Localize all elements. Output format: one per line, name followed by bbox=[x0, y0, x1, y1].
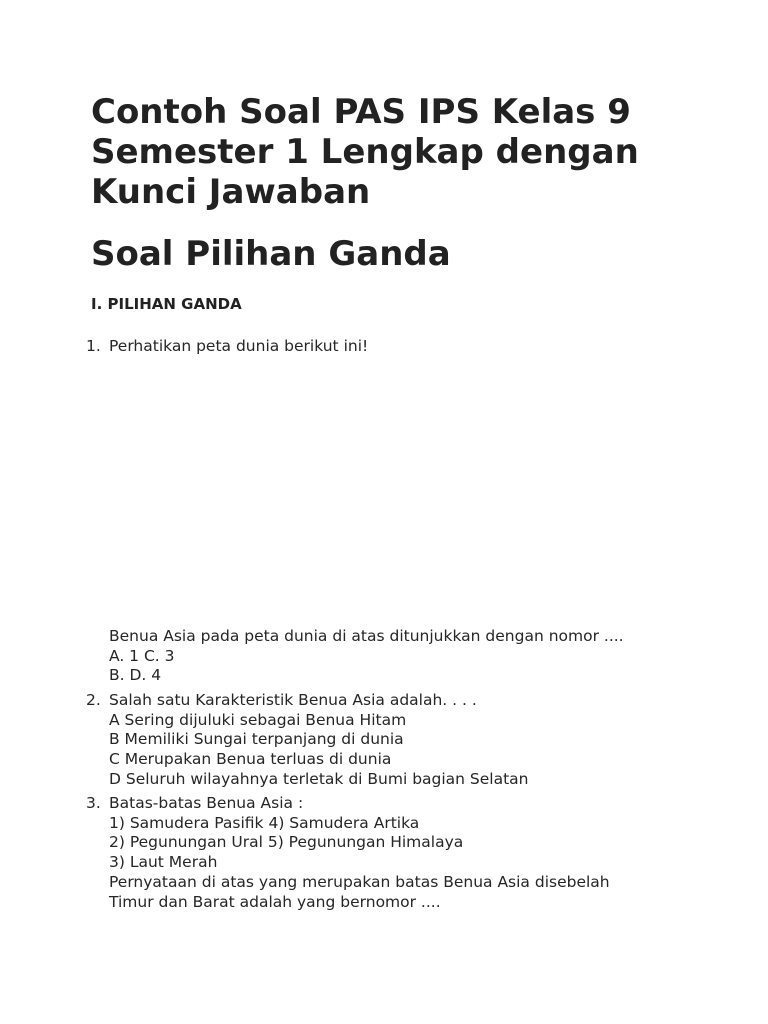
question-number: 1. bbox=[86, 337, 101, 355]
question-number: 2. bbox=[86, 691, 101, 709]
question-prompt: Perhatikan peta dunia berikut ini! bbox=[109, 337, 369, 355]
answer-option: B. D. 4 bbox=[109, 666, 162, 685]
list-item: 1) Samudera Pasifik 4) Samudera Artika bbox=[109, 813, 420, 832]
question-body bbox=[109, 627, 689, 686]
subsection-heading: I. PILIHAN GANDA bbox=[91, 295, 242, 313]
question-text: Salah satu Karakteristik Benua Asia adalah. . . . bbox=[109, 691, 477, 709]
list-item: 3) Laut Merah bbox=[109, 853, 218, 872]
answer-option: C Merupakan Benua terluas di dunia bbox=[109, 750, 392, 769]
page-title: Contoh Soal PAS IPS Kelas 9 Semester 1 Lengkap dengan Kunci Jawaban bbox=[91, 92, 639, 212]
question-body bbox=[109, 337, 689, 357]
section-heading: Soal Pilihan Ganda bbox=[91, 234, 451, 274]
answer-option: B Memiliki Sungai terpanjang di dunia bbox=[109, 730, 404, 749]
question-body bbox=[109, 794, 689, 912]
answer-option: D Seluruh wilayahnya terletak di Bumi bagian Selatan bbox=[109, 769, 529, 788]
question-body bbox=[109, 691, 689, 790]
question-number: 3. bbox=[86, 794, 101, 812]
answer-option: A. 1 C. 3 bbox=[109, 646, 175, 665]
question-text: Benua Asia pada peta dunia di atas ditunjukkan dengan nomor .... bbox=[109, 627, 624, 645]
question-text: Timur dan Barat adalah yang bernomor .... bbox=[109, 892, 441, 911]
list-item: 2) Pegunungan Ural 5) Pegunungan Himalaya bbox=[109, 833, 464, 852]
map-image-placeholder bbox=[109, 370, 669, 620]
question-text: Pernyataan di atas yang merupakan batas Benua Asia disebelah bbox=[109, 872, 610, 891]
answer-option: A Sering dijuluki sebagai Benua Hitam bbox=[109, 710, 407, 729]
question-text: Batas-batas Benua Asia : bbox=[109, 794, 304, 812]
